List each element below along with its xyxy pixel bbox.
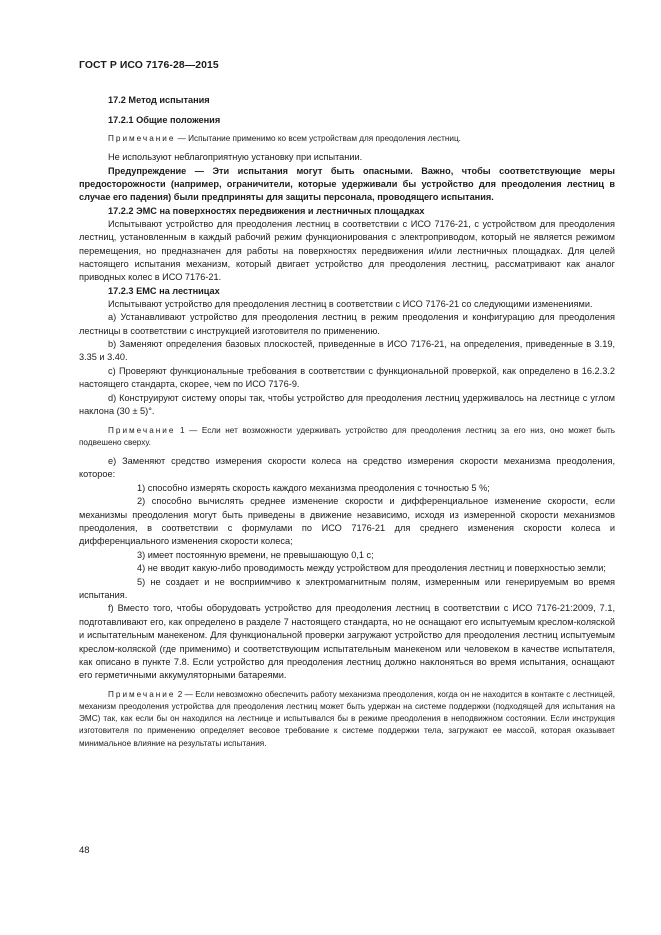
page-number: 48 bbox=[79, 845, 90, 856]
section-heading-17-2: 17.2 Метод испытания bbox=[108, 95, 210, 105]
list-item-e2: 2) способно вычислять среднее изменение скорости и дифференциальное изменение скорости, если механизмы преодоления могут быть приведены в движение независимо, исходя из измеренной скорости механизмов преодоления, в соответствии с формулами по ИСО 7176-21 для среднего изменения скорости колеса и дифференциального изменения скорости колеса; bbox=[79, 496, 615, 547]
list-item-a: а) Устанавливают устройство для преодоления лестниц в режим преодоления и конфигурацию для преодоления лестницы в соответствии с инструкцией изготовителя по применению. bbox=[79, 312, 615, 336]
section-heading-17-2-3: 17.2.3 ЕМС на лестницах bbox=[108, 285, 220, 296]
list-item-e5: 5) не создает и не восприимчиво к электромагнитным полям, измеренным или генерируемым во время испытания. bbox=[79, 576, 615, 600]
paragraph-17-2-2: Испытывают устройство для преодоления лестниц в соответствии с ИСО 7176-21, с устройством для преодоления лестниц, установленным в каждый рабочий режим функционирования с электроприводом, который не является режимом перемещения, но предназначен для работы на поверхностях передвижения и/или лестничных площадках. Для целей настоящего испытания механизм, который двигает устройство для преодоления лестниц, рассматривают как аналог приводных колес в ИСО 7176-21. bbox=[79, 218, 615, 283]
paragraph-17-2-3: Испытывают устройство для преодоления лестниц в соответствии с ИСО 7176-21 со следующими изменениями. bbox=[108, 298, 593, 309]
list-item-e3: 3) имеет постоянную времени, не превышающую 0,1 с; bbox=[137, 549, 374, 560]
document-body bbox=[79, 94, 615, 750]
list-item-f: f) Вместо того, чтобы оборудовать устройство для преодоления лестниц в соответствии с ИСО 7176-21:2009, 7.1, подготавливают его, как определено в разделе 7 настоящего стандарта, но не оснащают его испытуемым креслом-коляской и испытательным манекеном. Для функциональной проверки загружают устройство для преодоления лестниц испытуемым креслом-коляской (где применимо) и соответствующим испытательным манекеном или человеком в качестве испытателя, как описано в пункте 7.8. Если устройство для преодоления лестниц должно наклоняться во время испытания, оснащают его герметичными аккумуляторными батареями. bbox=[79, 603, 615, 681]
list-item-e4: 4) не вводит какую-либо проводимость между устройством для преодоления лестниц и поверхностью земли; bbox=[137, 563, 606, 574]
list-item-b: b) Заменяют определения базовых плоскостей, приведенные в ИСО 7176-21, на определения, приведенные в 3.19, 3.35 и 3.40. bbox=[79, 339, 615, 363]
section-heading-17-2-1: 17.2.1 Общие положения bbox=[108, 115, 221, 125]
paragraph-no-adverse: Не используют неблагоприятную установку при испытании. bbox=[108, 152, 363, 163]
list-item-e1: 1) способно измерять скорость каждого механизма преодоления с точностью 5 %; bbox=[137, 482, 490, 493]
note-1 bbox=[79, 425, 615, 449]
list-item-e: е) Заменяют средство измерения скорости колеса на средство измерения скорости механизма преодоления, которое: bbox=[79, 455, 615, 480]
warning-paragraph: Предупреждение — Эти испытания могут быть опасными. Важно, чтобы соответствующие меры предосторожности (например, ограничители, которые удерживали бы устройство для преодоления лестниц в случае его падения) были предприняты для защиты персонала, проводящего испытания. bbox=[79, 165, 615, 203]
note-label: Примечание bbox=[108, 425, 176, 435]
document-header: ГОСТ Р ИСО 7176-28—2015 bbox=[79, 60, 219, 71]
note-label: Примечание bbox=[108, 134, 176, 143]
note-general bbox=[79, 133, 615, 145]
list-item-c: с) Проверяют функциональные требования в соответствии с функциональной проверкой, как определено в 16.2.3.2 настоящего стандарта, скорее, чем по ИСО 7176-9. bbox=[79, 365, 615, 390]
note-2 bbox=[79, 689, 615, 750]
note-label: Примечание bbox=[108, 689, 176, 699]
note-text: 2 — Если невозможно обеспечить работу механизма преодоления, когда он не находится в контакте с лестницей, механизм преодоления устройства для преодоления лестниц может быть удержан на системе поддержки (подходящей для испытания на ЭМС) так, как если бы он находился на лестнице и испытывался бы в режиме преодоления в неподвижном состоянии. Если инструкция изготовителя по применению определяет весовое требование к системе поддержки тела, загружают ее массой, которая оказывает минимальное влияние на результаты испытания. bbox=[79, 689, 615, 748]
section-heading-17-2-2: 17.2.2 ЭМС на поверхностях передвижения и лестничных площадках bbox=[108, 205, 425, 216]
note-text: — Испытание применимо ко всем устройствам для преодоления лестниц. bbox=[175, 134, 461, 143]
list-item-d: d) Конструируют систему опоры так, чтобы устройство для преодоления лестниц удерживалось на лестнице с углом наклона (30 ± 5)°. bbox=[79, 392, 615, 417]
note-text: 1 — Если нет возможности удерживать устройство для преодоления лестниц за его низ, оно может быть подвешено сверху. bbox=[79, 425, 615, 447]
